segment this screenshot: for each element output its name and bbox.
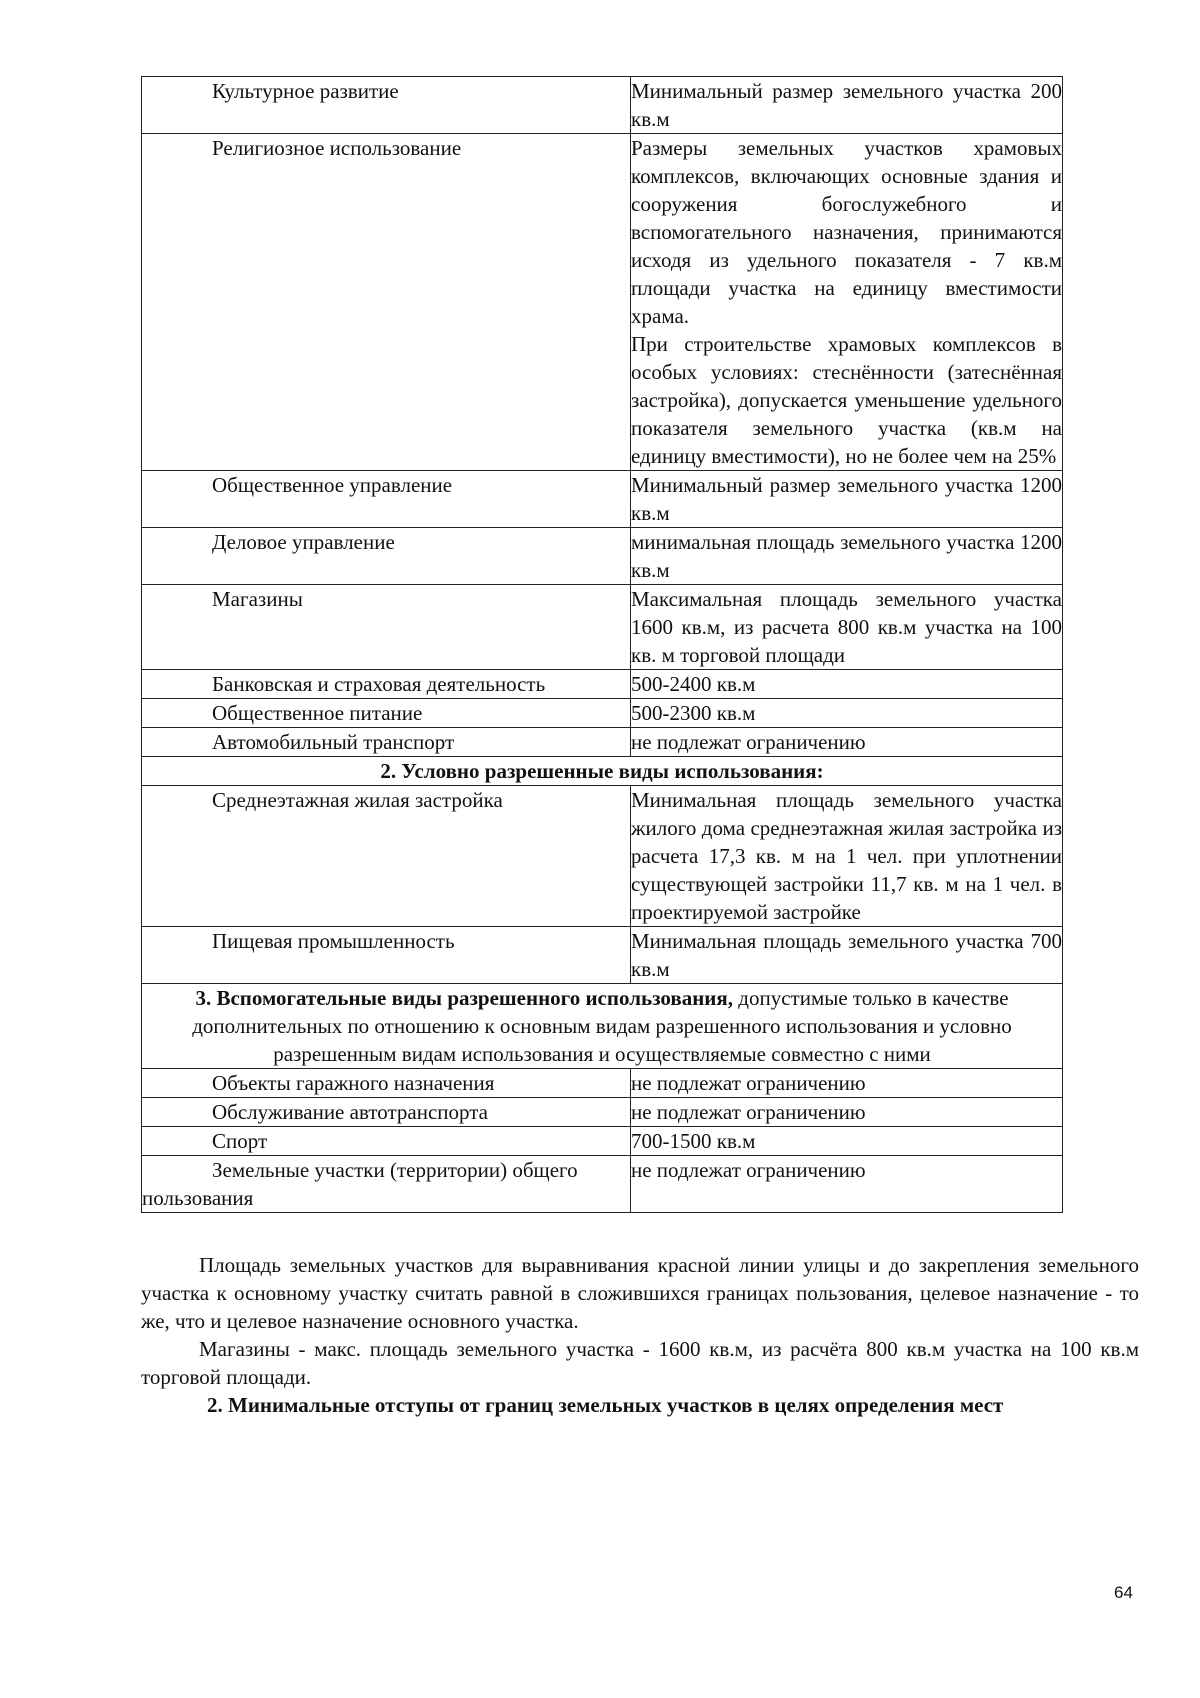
parameter-paragraph: При строительстве храмовых комплексов в особых условиях: стеснённости (затеснённая застройка), допускается уменьшение удельного показателя земельного участка (кв.м на единицу вместимости), но не более чем на 25% [631,332,1062,468]
section-3-title-rest: допустимые только в качестве дополнительных по отношению к основным видам разрешенного использования и условно разрешенным видам использования и осуществляемые совместно с ними [192,986,1012,1066]
parameter-cell [631,528,1063,585]
parameter-cell [631,77,1063,134]
parameter-value: минимальная площадь земельного участка 1200 кв.м [631,530,1062,582]
use-type-label: Религиозное использование [212,136,462,160]
parameter-cell [631,1069,1063,1098]
section-2-title [142,757,1063,786]
use-type-label: Объекты гаражного назначения [212,1071,495,1095]
paragraph: Площадь земельных участков для выравнивания красной линии улицы и до закрепления земельного участка к основному участку считать равной в сложившихся границах пользования, целевое назначение - то же, что и целевое назначение основного участка. [141,1253,1139,1333]
table-row [142,134,1063,471]
table-row [142,699,1063,728]
body-text [141,1251,1139,1419]
page-number: 64 [1114,1583,1133,1602]
parameter-value: Минимальный размер земельного участка 1200 кв.м [631,473,1062,525]
use-type-label: Банковская и страховая деятельность [212,672,546,696]
parameter-cell [631,1156,1063,1213]
parameter-value: 500-2300 кв.м [631,701,756,725]
use-type-label: Обслуживание автотранспорта [212,1100,488,1124]
use-type-cell [142,134,631,471]
section-3-title-bold: 3. Вспомогательные виды разрешенного использования, [195,986,734,1010]
table-row [142,528,1063,585]
use-type-cell [142,1069,631,1098]
parameter-cell [631,585,1063,670]
table-row [142,471,1063,528]
use-type-cell [142,1127,631,1156]
use-type-cell [142,1098,631,1127]
use-type-label: Спорт [212,1129,268,1153]
table-row [142,585,1063,670]
paragraph: Магазины - макс. площадь земельного участка - 1600 кв.м, из расчёта 800 кв.м участка на 100 кв.м торговой площади. [141,1337,1139,1389]
table-row [142,77,1063,134]
use-type-cell [142,786,631,927]
table-row [142,670,1063,699]
use-type-label: Общественное питание [212,701,423,725]
parameter-value: 700-1500 кв.м [631,1129,756,1153]
use-type-cell [142,670,631,699]
use-type-cell [142,528,631,585]
parameter-cell [631,699,1063,728]
use-type-cell [142,728,631,757]
parameter-cell [631,728,1063,757]
use-type-label: Культурное развитие [212,79,399,103]
section-2-title-text: 2. Условно разрешенные виды использования: [380,759,824,783]
parameter-value: Минимальный размер земельного участка 200 кв.м [631,79,1062,131]
use-type-label: Земельные участки (территории) общего пользования [142,1158,578,1210]
section-header-row [142,757,1063,786]
table-row [142,1156,1063,1213]
parameter-cell [631,1098,1063,1127]
parameter-cell [631,1127,1063,1156]
use-type-cell [142,585,631,670]
use-type-label: Общественное управление [212,473,453,497]
table-row [142,1069,1063,1098]
parameter-value: не подлежат ограничению [631,1100,866,1124]
use-type-cell [142,699,631,728]
parameter-value: не подлежат ограничению [631,730,866,754]
parameter-value: Максимальная площадь земельного участка 1600 кв.м, из расчета 800 кв.м участка на 100 кв. м торговой площади [631,587,1062,667]
table-row [142,927,1063,984]
section-header-row [142,984,1063,1069]
use-type-label: Автомобильный транспорт [212,730,455,754]
parameter-value: Минимальная площадь земельного участка жилого дома среднеэтажная жилая застройка из расчета 17,3 кв. м на 1 чел. при уплотнении существующей застройки 11,7 кв. м на 1 чел. в проектируемой застройке [631,788,1062,924]
parameter-cell [631,786,1063,927]
land-use-table [141,76,1063,1213]
table-row [142,1127,1063,1156]
parameter-value: не подлежат ограничению [631,1071,866,1095]
use-type-cell [142,471,631,528]
use-type-cell [142,927,631,984]
parameter-cell [631,471,1063,528]
use-type-label: Среднеэтажная жилая застройка [212,788,503,812]
parameter-value: 500-2400 кв.м [631,672,756,696]
table-row [142,728,1063,757]
parameter-cell [631,670,1063,699]
use-type-label: Деловое управление [212,530,395,554]
use-type-label: Магазины [212,587,303,611]
parameter-cell [631,134,1063,471]
section-heading: 2. Минимальные отступы от границ земельных участков в целях определения мест [207,1393,1004,1417]
parameter-cell [631,927,1063,984]
section-3-title [142,984,1063,1069]
table-row [142,1098,1063,1127]
table-row [142,786,1063,927]
use-type-cell [142,1156,631,1213]
parameter-value: не подлежат ограничению [631,1158,866,1182]
use-type-cell [142,77,631,134]
use-type-label: Пищевая промышленность [212,929,455,953]
parameter-paragraph: Размеры земельных участков храмовых комплексов, включающих основные здания и сооружения богослужебного и вспомогательного назначения, принимаются исходя из удельного показателя - 7 кв.м площади участка на единицу вместимости храма. [631,136,1062,328]
parameter-value: Минимальная площадь земельного участка 700 кв.м [631,929,1062,981]
